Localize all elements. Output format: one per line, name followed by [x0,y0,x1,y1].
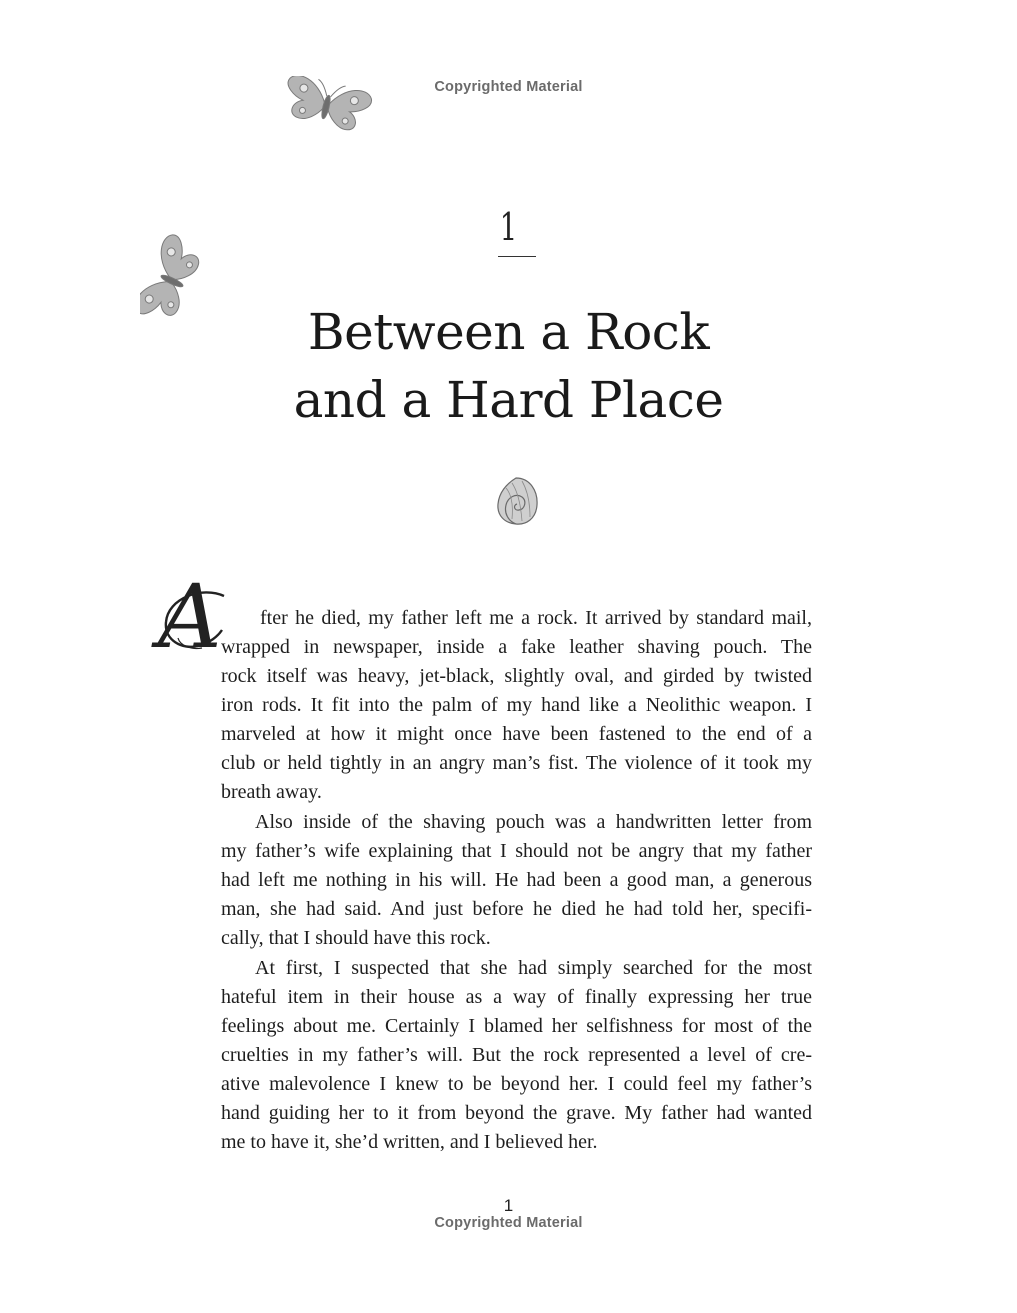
body-line: cally, that I should have this rock. [221,927,491,949]
body-line: wrapped in newspaper, inside a fake leather shaving pouch. The [221,636,812,658]
body-line: fter he died, my father left me a rock. It arrived by standard mail, [260,607,812,629]
body-line: breath away. [221,781,322,803]
chapter-number: 1 [499,205,518,249]
body-line: club or held tightly in an angry man’s fist. The violence of it took my [221,752,812,774]
nautilus-shell-icon [492,475,540,527]
body-line: hand guiding her to it from beyond the grave. My father had wanted [221,1102,812,1124]
body-line: cruelties in my father’s will. But the rock represented a level of cre- [221,1044,812,1066]
chapter-title-line-1: Between a Rock [307,303,710,361]
body-line: feelings about me. Certainly I blamed her selfishness for most of the [221,1015,812,1037]
body-line: At first, I suspected that she had simply searched for the most [255,957,812,979]
page-number: 1 [503,1196,514,1215]
body-line: had left me nothing in his will. He had been a good man, a generous [221,869,812,891]
body-line: my father’s wife explaining that I should not be angry that my father [221,840,812,862]
body-line: me to have it, she’d written, and I believed her. [221,1131,598,1153]
drop-cap: A [158,565,222,668]
body-line: ative malevolence I knew to be beyond her. I could feel my father’s [221,1073,812,1095]
body-line: rock itself was heavy, jet-black, slightly oval, and girded by twisted [221,665,812,687]
body-line: marveled at how it might once have been fastened to the end of a [221,723,812,745]
copyright-stamp-bottom: Copyrighted Material [434,1215,583,1231]
body-line: iron rods. It fit into the palm of my hand like a Neolithic weapon. I [221,694,812,716]
copyright-stamp-top: Copyrighted Material [434,79,583,95]
moth-icon [278,76,374,138]
chapter-number-rule [498,256,536,257]
chapter-title-line-2: and a Hard Place [293,371,724,429]
body-line: man, she had said. And just before he died he had told her, specifi- [221,898,812,920]
body-line: hateful item in their house as a way of finally expressing her true [221,986,812,1008]
body-line: Also inside of the shaving pouch was a handwritten letter from [255,811,812,833]
